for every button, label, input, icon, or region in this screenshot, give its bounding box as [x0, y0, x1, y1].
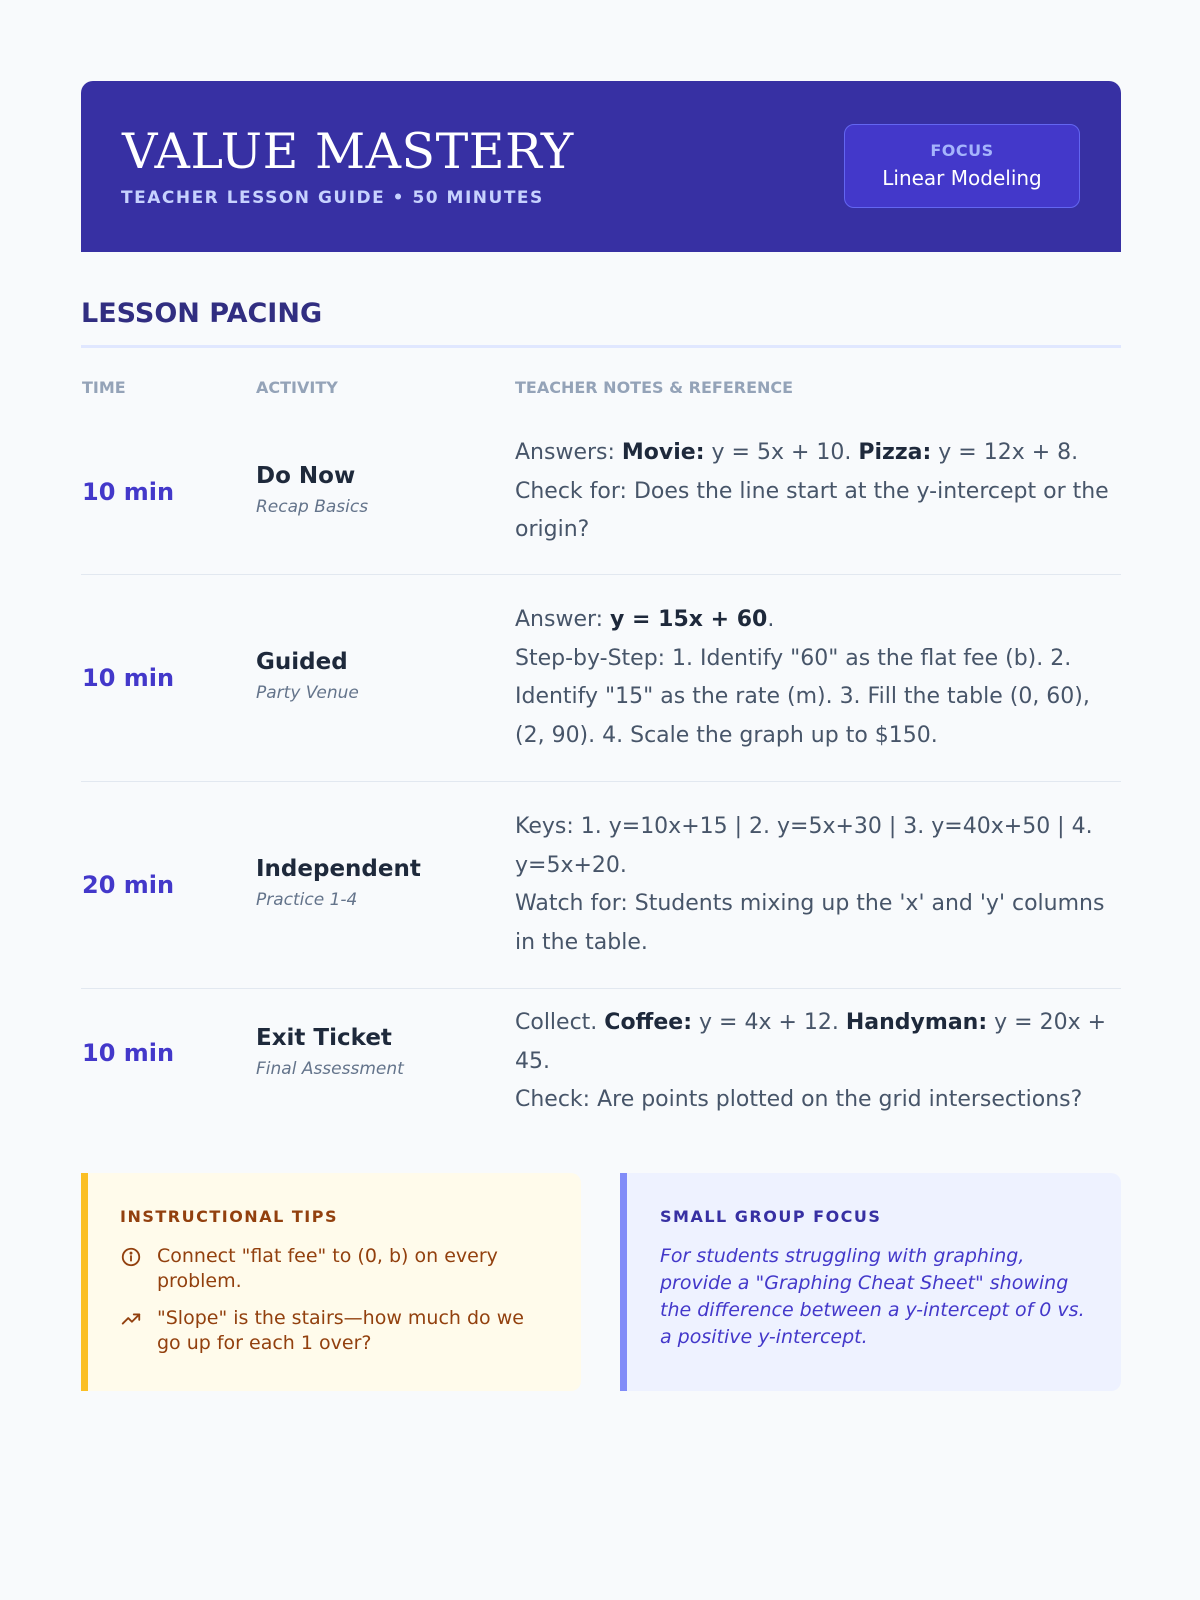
notes-bold-text: Pizza: [858, 440, 932, 465]
notes-text: Answer: [515, 607, 611, 632]
page-title: VALUE MASTERY [122, 123, 574, 180]
notes-text: y = 20x + 45. [515, 1010, 1107, 1074]
row-time: 20 min [82, 871, 175, 899]
row-activity-subtitle: Final Assessment [256, 1059, 404, 1079]
row-activity: Exit Ticket [256, 1025, 392, 1051]
page-subtitle: TEACHER LESSON GUIDE • 50 MINUTES [121, 188, 544, 208]
notes-text: Check for: Does the line start at the y-intercept or the origin? [515, 478, 1109, 542]
notes-text: Watch for: Students mixing up the 'x' and 'y' columns in the table. [515, 891, 1105, 955]
column-header-notes: TEACHER NOTES & REFERENCE [515, 378, 794, 397]
row-notes [515, 808, 1125, 962]
notes-text: y = 4x + 12. [692, 1010, 846, 1035]
focus-badge [844, 124, 1080, 208]
notes-bold-text: Movie: [621, 440, 705, 465]
section-divider [81, 345, 1121, 348]
notes-text: . [767, 607, 775, 632]
tip-text: Connect "flat fee" to (0, b) on every problem. [157, 1245, 498, 1292]
row-activity-subtitle: Practice 1-4 [256, 890, 358, 910]
row-time: 10 min [82, 1039, 175, 1067]
row-notes [515, 434, 1125, 550]
row-time: 10 min [82, 664, 175, 692]
tips-title: INSTRUCTIONAL TIPS [120, 1207, 338, 1226]
pacing-row [81, 420, 1121, 575]
small-group-title: SMALL GROUP FOCUS [660, 1207, 882, 1226]
notes-text: Step-by-Step: 1. Identify "60" as the flat fee (b). 2. Identify "15" as the rate (m). 3. Fill the table (0, 60), (2, 90). 4. Scale the graph up to $150. [515, 645, 1090, 748]
tip-item [120, 1306, 540, 1356]
column-header-time: TIME [82, 378, 126, 397]
column-header-activity: ACTIVITY [256, 378, 338, 397]
focus-label: FOCUS [930, 141, 994, 160]
tip-text: "Slope" is the stairs—how much do we go up for each 1 over? [157, 1307, 524, 1354]
pacing-row [81, 989, 1121, 1124]
row-notes [515, 1004, 1125, 1120]
row-activity: Independent [256, 856, 421, 882]
notes-bold-text: Handyman: [845, 1010, 988, 1035]
notes-text: Keys: 1. y=10x+15 | 2. y=5x+30 | 3. y=40x+50 | 4. y=5x+20. [515, 814, 1093, 878]
row-activity-subtitle: Party Venue [256, 683, 359, 703]
notes-bold-text: y = 15x + 60 [610, 607, 768, 632]
pacing-row [81, 575, 1121, 782]
header-banner [81, 81, 1121, 252]
notes-text: y = 12x + 8. [931, 440, 1079, 465]
row-time: 10 min [82, 478, 175, 506]
notes-text: y = 5x + 10. [704, 440, 859, 465]
row-activity: Do Now [256, 463, 356, 489]
notes-bold-text: Coffee: [604, 1010, 693, 1035]
tip-item [120, 1244, 540, 1294]
pacing-row [81, 782, 1121, 989]
notes-text: Check: Are points plotted on the grid intersections? [515, 1087, 1083, 1112]
info-icon [120, 1246, 142, 1268]
notes-text: Answers: [515, 440, 622, 465]
notes-text: Collect. [515, 1010, 605, 1035]
small-group-text: For students struggling with graphing, provide a "Graphing Cheat Sheet" showing the difference between a y-intercept of 0 vs. a positive y-intercept. [660, 1245, 1085, 1348]
row-activity-subtitle: Recap Basics [256, 497, 369, 517]
instructional-tips-card [81, 1173, 581, 1391]
row-notes [515, 601, 1125, 755]
trending-up-icon [120, 1308, 142, 1330]
small-group-card [620, 1173, 1121, 1391]
row-activity: Guided [256, 649, 348, 675]
section-title: LESSON PACING [81, 298, 323, 329]
focus-value: Linear Modeling [882, 166, 1042, 190]
